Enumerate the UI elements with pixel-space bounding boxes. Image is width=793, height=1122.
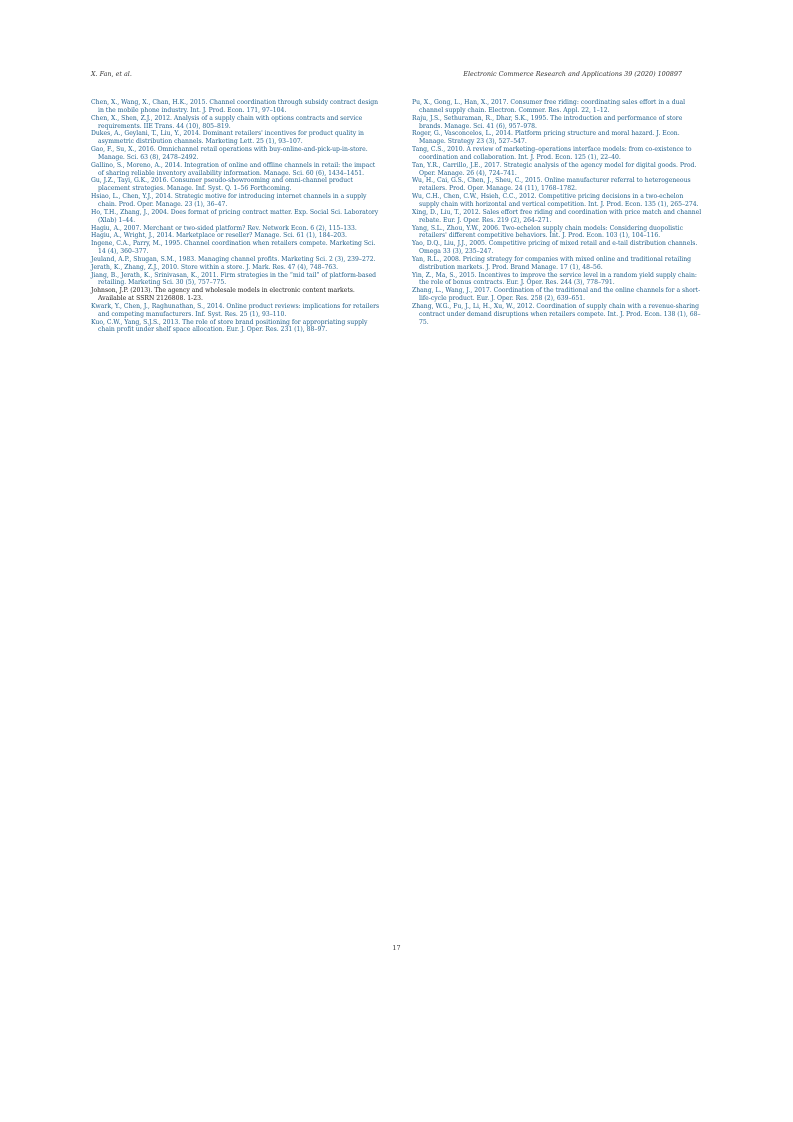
reference-entry[interactable]: Roger, G., Vasconcelos, L., 2014. Platform pricing structure and moral hazard. J. Econ. Manage. Strategy 23 (3), 527–547. <box>412 130 680 146</box>
reference-entry[interactable]: Jiang, B., Jerath, K., Srinivasan, K., 2011. Firm strategies in the “mid tail” of platform-based retailing. Marketing Sci. 30 (5), 757–775. <box>91 271 377 287</box>
reference-entry[interactable]: Yang, S.L., Zhou, Y.W., 2006. Two-echelon supply chain models: Considering duopolistic retailers' different competitive behaviors. Int. J. Prod. Econ. 103 (1), 104–116. <box>412 224 683 240</box>
reference-entry[interactable]: Yan, R.L., 2008. Pricing strategy for companies with mixed online and traditional retailing distribution markets. J. Prod. Brand Manage. 17 (1), 48–56. <box>412 255 692 271</box>
reference-entry[interactable]: Tan, Y.R., Carrillo, J.E., 2017. Strategic analysis of the agency model for digital goods. Prod. Oper. Manage. 26 (4), 724–741. <box>412 161 697 177</box>
page-number: 17 <box>392 944 401 952</box>
reference-entry[interactable]: Gu, J.Z., Tayi, G.K., 2016. Consumer pseudo-showrooming and omni-channel product placement strategies. Manage. Inf. Syst. Q. 1–56 Forthcoming. <box>91 177 353 193</box>
reference-entry[interactable]: Jerath, K., Zhang, Z.J., 2010. Store within a store. J. Mark. Res. 47 (4), 748–763. <box>91 263 339 271</box>
header-authors: X. Fan, et al. <box>91 70 132 78</box>
references-right-column <box>412 99 702 326</box>
header-journal: Electronic Commerce Research and Applications 39 (2020) 100897 <box>463 70 682 78</box>
reference-entry[interactable]: Ho, T.H., Zhang, J., 2004. Does format of pricing contract matter. Exp. Social Sci. Laboratory (Xlab) 1–44. <box>91 208 379 224</box>
reference-entry[interactable]: Yao, D.Q., Liu, J.J., 2005. Competitive pricing of mixed retail and e-tail distribution channels. Omega 33 (3), 235–247. <box>412 240 698 256</box>
reference-entry[interactable]: Kuo, C.W., Yang, S.J.S., 2013. The role of store brand positioning for appropriating supply chain profit under shelf space allocation. Eur. J. Oper. Res. 231 (1), 88–97. <box>91 318 368 334</box>
reference-entry[interactable]: Zhang, W.G., Fu, J., Li, H., Xu, W., 2012. Coordination of supply chain with a revenue-sharing contract under demand disruptions when retailers compete. Int. J. Prod. Econ. 138 (1), 68–75. <box>412 302 701 326</box>
reference-entry[interactable]: Chen, X., Shen, Z.J., 2012. Analysis of a supply chain with options contracts and service requirements. IIE Trans. 44 (10), 805–819. <box>91 114 363 130</box>
reference-entry[interactable]: Johnson, J.P. (2013). The agency and wholesale models in electronic content markets. Available at SSRN 2126808. 1-23. <box>91 287 355 303</box>
reference-entry[interactable]: Gao, F., Su, X., 2016. Omnichannel retail operations with buy-online-and-pick-up-in-store. Manage. Sci. 63 (8), 2478–2492. <box>91 146 368 161</box>
reference-entry[interactable]: Ingene, C.A., Parry, M., 1995. Channel coordination when retailers compete. Marketing Sci. 14 (4), 360–377. <box>91 240 376 256</box>
reference-entry[interactable]: Chen, X., Wang, X., Chan, H.K., 2015. Channel coordination through subsidy contract design in the mobile phone industry. Int. J. Prod. Econ. 171, 97–104. <box>91 99 379 114</box>
reference-entry[interactable]: Pu, X., Gong, L., Han, X., 2017. Consumer free riding: coordinating sales effort in a dual channel supply chain. Electron. Commer. Res. Appl. 22, 1–12. <box>412 99 686 114</box>
reference-entry[interactable]: Xing, D., Liu, T., 2012. Sales effort free riding and coordination with price match and channel rebate. Eur. J. Oper. Res. 219 (2), 264–271. <box>412 208 702 224</box>
references-left-column <box>91 99 381 334</box>
reference-entry[interactable]: Hsiao, L., Chen, Y.J., 2014. Strategic motive for introducing internet channels in a supply chain. Prod. Oper. Manage. 23 (1), 36–47. <box>91 193 367 208</box>
reference-entry[interactable]: Gallino, S., Moreno, A., 2014. Integration of online and offline channels in retail: the impact of sharing reliable inventory availability information. Manage. Sci. 60 (6), 1434–1451. <box>91 161 376 177</box>
reference-entry[interactable]: Jeuland, A.P., Shugan, S.M., 1983. Managing channel profits. Marketing Sci. 2 (3), 239–272. <box>91 255 376 263</box>
reference-entry[interactable]: Zhang, L., Wang, J., 2017. Coordination of the traditional and the online channels for a short-life-cycle product. Eur. J. Oper. Res. 258 (2), 639–651. <box>412 287 701 303</box>
reference-entry[interactable]: Raju, J.S., Sethuraman, R., Dhar, S.K., 1995. The introduction and performance of store brands. Manage. Sci. 41 (6), 957–978. <box>412 114 683 130</box>
reference-entry[interactable]: Tang, C.S., 2010. A review of marketing–operations interface models: from co-existence to coordination and collaboration. Int. J. Prod. Econ. 125 (1), 22–40. <box>412 146 692 161</box>
reference-entry[interactable]: Hagiu, A., Wright, J., 2014. Marketplace or reseller? Manage. Sci. 61 (1), 184–203. <box>91 232 347 240</box>
reference-entry[interactable]: Hagiu, A., 2007. Merchant or two-sided platform? Rev. Network Econ. 6 (2), 115–133. <box>91 224 357 232</box>
reference-entry[interactable]: Yin, Z., Ma, S., 2015. Incentives to improve the service level in a random yield supply chain: the role of bonus contracts. Eur. J. Oper. Res. 244 (3), 778–791. <box>412 271 697 287</box>
reference-entry[interactable]: Dukes, A., Geylani, T., Liu, Y., 2014. Dominant retailers' incentives for product quality in asymmetric distribution channels. Marketing Lett. 25 (1), 93–107. <box>91 130 364 146</box>
reference-entry[interactable]: Wu, H., Cai, G.S., Chen, J., Sheu, C., 2015. Online manufacturer referral to heterogeneous retailers. Prod. Oper. Manage. 24 (11), 1768–1782. <box>412 177 691 193</box>
reference-entry[interactable]: Wu, C.H., Chen, C.W., Hsieh, C.C., 2012. Competitive pricing decisions in a two-echelon supply chain with horizontal and vertical competition. Int. J. Prod. Econ. 135 (1), 265–274. <box>412 193 699 208</box>
reference-entry[interactable]: Kwark, Y., Chen, J., Raghunathan, S., 2014. Online product reviews: implications for retailers and competing manufacturers. Inf. Syst. Res. 25 (1), 93–110. <box>91 302 380 318</box>
